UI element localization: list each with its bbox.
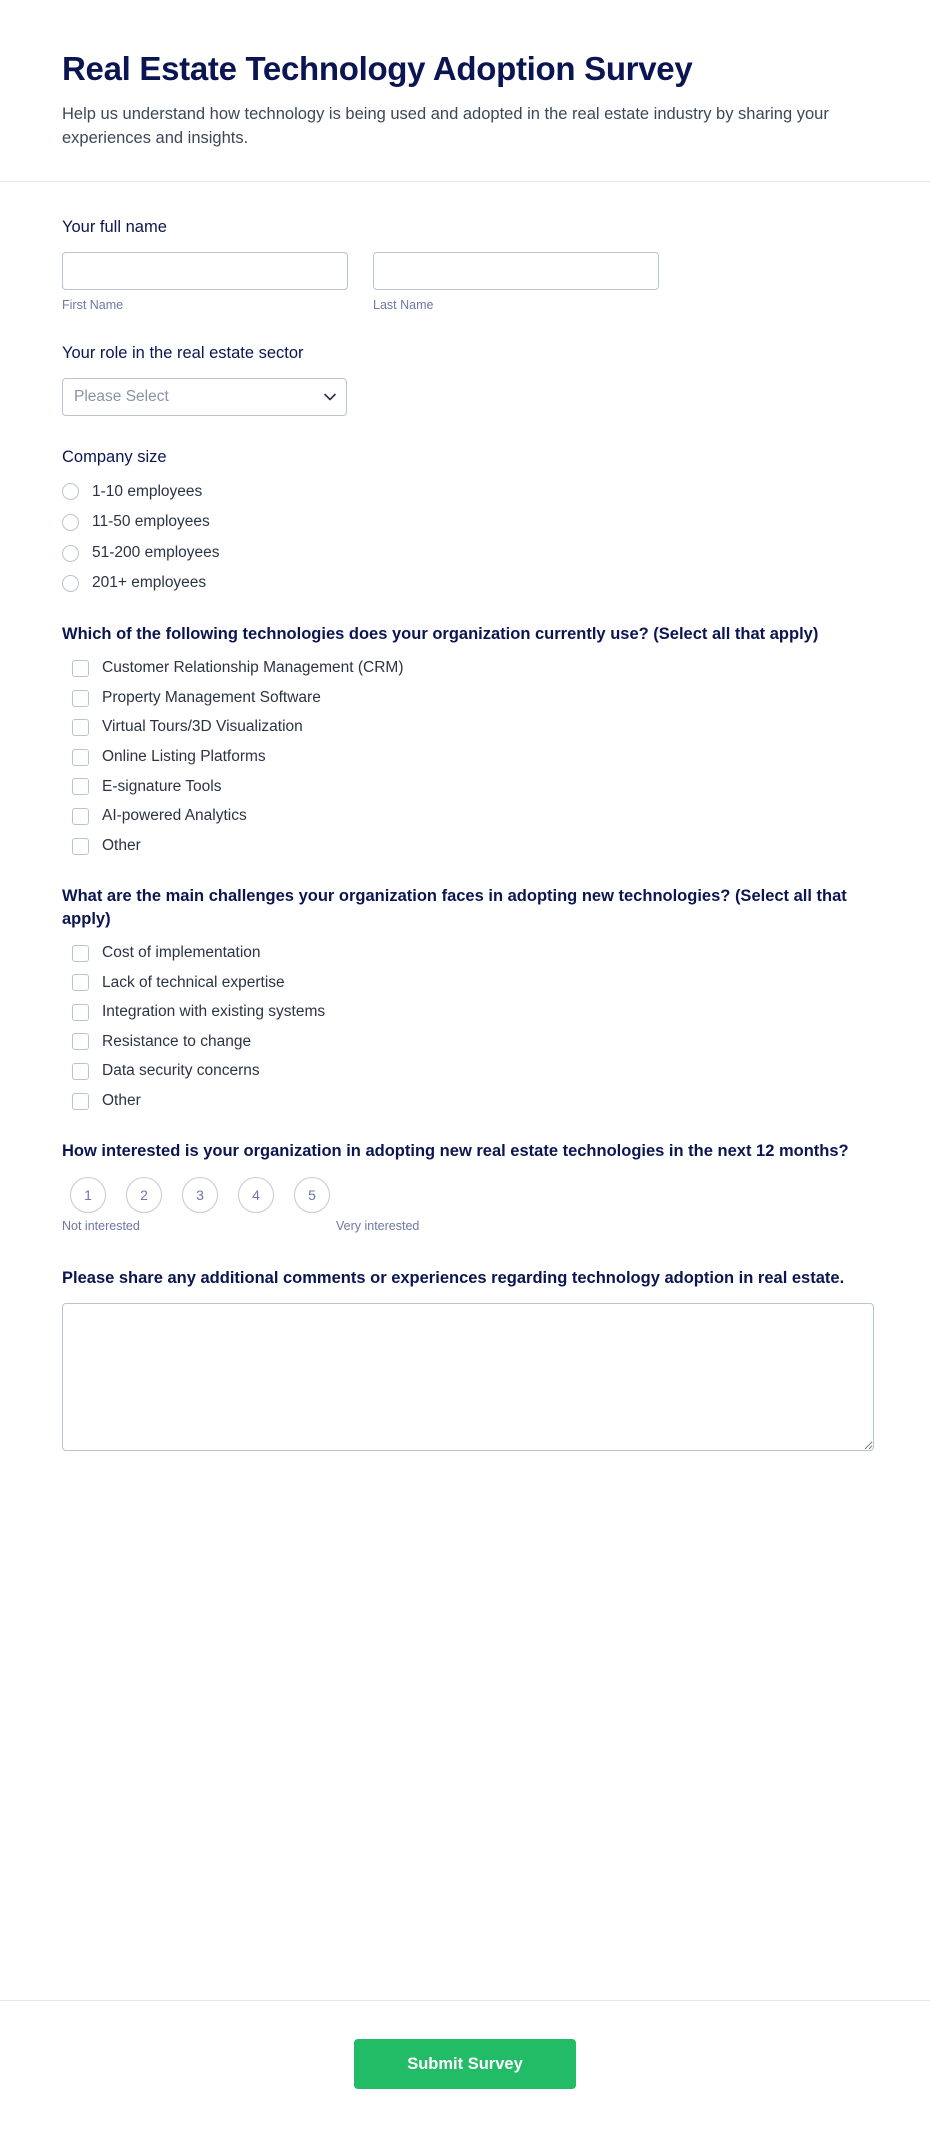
checkbox-label: Property Management Software bbox=[102, 688, 321, 706]
checkbox-icon[interactable] bbox=[72, 808, 89, 825]
checkbox-option-virtual-tours[interactable] bbox=[62, 718, 868, 737]
radio-label: 11-50 employees bbox=[92, 513, 210, 531]
checkbox-icon[interactable] bbox=[72, 749, 89, 766]
first-name-input[interactable] bbox=[62, 252, 348, 290]
checkbox-option-esignature[interactable] bbox=[62, 778, 868, 797]
question-challenges bbox=[62, 885, 868, 1110]
radio-label: 51-200 employees bbox=[92, 543, 220, 561]
scale-option-5[interactable]: 5 bbox=[294, 1177, 330, 1213]
checkbox-label: Integration with existing systems bbox=[102, 1003, 326, 1021]
checkbox-icon[interactable] bbox=[72, 974, 89, 991]
checkbox-label: Virtual Tours/3D Visualization bbox=[102, 718, 303, 736]
technologies-label: Which of the following technologies does your organization currently use? (Select all that apply) bbox=[62, 624, 819, 643]
radio-option-11-50[interactable] bbox=[62, 513, 868, 532]
scale-legend bbox=[62, 1219, 868, 1237]
checkbox-option-data-security[interactable] bbox=[62, 1062, 868, 1081]
page-title: Real Estate Technology Adoption Survey bbox=[62, 50, 693, 87]
checkbox-label: Cost of implementation bbox=[102, 943, 261, 961]
question-full-name bbox=[62, 216, 868, 312]
form-description: Help us understand how technology is being used and adopted in the real estate industry by sharing your experiences and insights. bbox=[62, 104, 829, 147]
scale-option-1[interactable]: 1 bbox=[70, 1177, 106, 1213]
name-row bbox=[62, 252, 868, 312]
last-name-input[interactable] bbox=[373, 252, 659, 290]
scale-option-2[interactable]: 2 bbox=[126, 1177, 162, 1213]
checkbox-option-expertise[interactable] bbox=[62, 974, 868, 993]
checkbox-icon[interactable] bbox=[72, 690, 89, 707]
last-name-sub-label: Last Name bbox=[373, 298, 434, 313]
checkbox-option-challenges-other[interactable] bbox=[62, 1092, 868, 1111]
radio-icon[interactable] bbox=[62, 483, 79, 500]
scale-row bbox=[62, 1177, 868, 1213]
checkbox-label: E-signature Tools bbox=[102, 777, 222, 795]
radio-option-51-200[interactable] bbox=[62, 544, 868, 563]
checkbox-label: Other bbox=[102, 1091, 141, 1109]
last-name-group bbox=[373, 252, 659, 312]
role-select-wrapper bbox=[62, 378, 347, 416]
first-name-group bbox=[62, 252, 348, 312]
role-label: Your role in the real estate sector bbox=[62, 344, 304, 363]
checkbox-option-crm[interactable] bbox=[62, 659, 868, 678]
checkbox-option-resistance[interactable] bbox=[62, 1033, 868, 1052]
checkbox-icon[interactable] bbox=[72, 660, 89, 677]
checkbox-icon[interactable] bbox=[72, 1063, 89, 1080]
company-size-label: Company size bbox=[62, 448, 167, 467]
question-company-size bbox=[62, 446, 868, 593]
radio-label: 201+ employees bbox=[92, 574, 207, 592]
checkbox-option-property-management[interactable] bbox=[62, 689, 868, 708]
scale-legend-high: Very interested bbox=[336, 1218, 420, 1233]
form-header bbox=[0, 0, 930, 182]
role-select[interactable] bbox=[62, 378, 347, 416]
scale-option-3[interactable]: 3 bbox=[182, 1177, 218, 1213]
checkbox-icon[interactable] bbox=[72, 1093, 89, 1110]
challenges-label: What are the main challenges your organization faces in adopting new technologies? (Select all that apply) bbox=[62, 887, 847, 928]
radio-option-201-plus[interactable] bbox=[62, 574, 868, 593]
interest-label: How interested is your organization in adopting new real estate technologies in the next 12 months? bbox=[62, 1142, 849, 1161]
comments-label: Please share any additional comments or experiences regarding technology adoption in real estate. bbox=[62, 1268, 845, 1287]
checkbox-label: Data security concerns bbox=[102, 1062, 260, 1080]
checkbox-label: Other bbox=[102, 836, 141, 854]
checkbox-option-cost[interactable] bbox=[62, 944, 868, 963]
radio-icon[interactable] bbox=[62, 514, 79, 531]
radio-icon[interactable] bbox=[62, 545, 79, 562]
form-footer bbox=[0, 2000, 930, 2143]
checkbox-option-ai-analytics[interactable] bbox=[62, 807, 868, 826]
role-select-value: Please Select bbox=[74, 388, 169, 406]
checkbox-option-integration[interactable] bbox=[62, 1003, 868, 1022]
question-technologies bbox=[62, 623, 868, 855]
question-comments bbox=[62, 1267, 868, 1451]
question-role bbox=[62, 342, 868, 416]
radio-option-1-10[interactable] bbox=[62, 483, 868, 502]
checkbox-label: AI-powered Analytics bbox=[102, 807, 247, 825]
checkbox-option-technologies-other[interactable] bbox=[62, 837, 868, 856]
checkbox-option-online-listing[interactable] bbox=[62, 748, 868, 767]
checkbox-icon[interactable] bbox=[72, 945, 89, 962]
full-name-label: Your full name bbox=[62, 217, 167, 236]
checkbox-icon[interactable] bbox=[72, 719, 89, 736]
radio-icon[interactable] bbox=[62, 575, 79, 592]
checkbox-label: Lack of technical expertise bbox=[102, 973, 285, 991]
submit-survey-button[interactable]: Submit Survey bbox=[354, 2039, 576, 2089]
checkbox-label: Online Listing Platforms bbox=[102, 748, 266, 765]
scale-option-4[interactable]: 4 bbox=[238, 1177, 274, 1213]
question-interest-scale bbox=[62, 1140, 868, 1236]
checkbox-icon[interactable] bbox=[72, 1004, 89, 1021]
radio-label: 1-10 employees bbox=[92, 482, 203, 500]
checkbox-icon[interactable] bbox=[72, 778, 89, 795]
checkbox-icon[interactable] bbox=[72, 838, 89, 855]
scale-legend-low: Not interested bbox=[62, 1218, 140, 1233]
form-body bbox=[0, 182, 930, 1978]
checkbox-icon[interactable] bbox=[72, 1033, 89, 1050]
comments-textarea[interactable] bbox=[62, 1303, 874, 1451]
checkbox-label: Resistance to change bbox=[102, 1032, 252, 1050]
checkbox-label: Customer Relationship Management (CRM) bbox=[102, 659, 404, 677]
first-name-sub-label: First Name bbox=[62, 298, 124, 313]
